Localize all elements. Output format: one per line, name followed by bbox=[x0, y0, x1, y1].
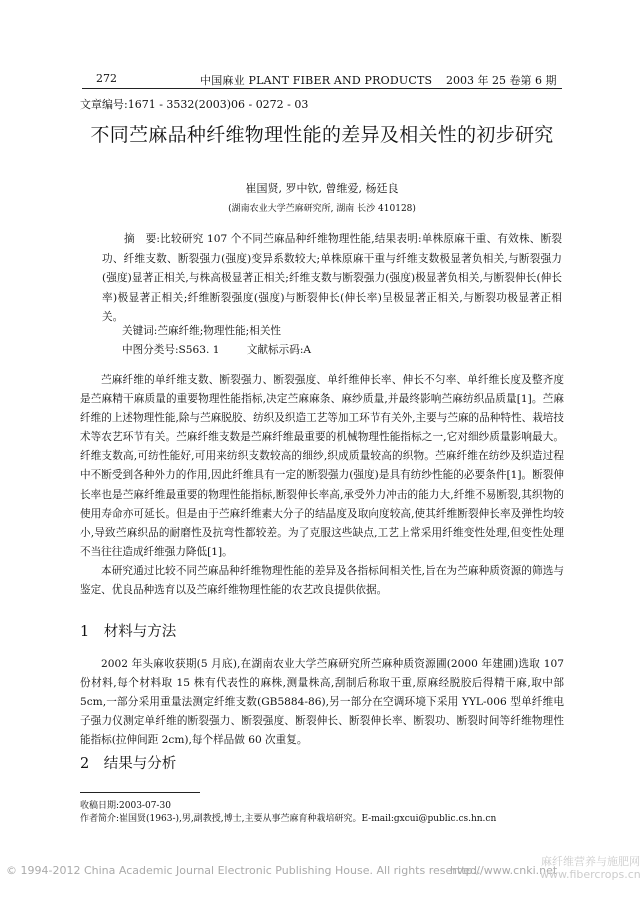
article-number: 文章编号:1671 - 3532(2003)06 - 0272 - 03 bbox=[80, 98, 309, 111]
classification bbox=[122, 342, 311, 357]
page-number: 272 bbox=[96, 72, 117, 85]
received-date: 收稿日期:2003-07-30 bbox=[80, 801, 171, 811]
methods-paragraph: 2002 年头麻收获期(5 月底),在湖南农业大学苎麻研究所苎麻种质资源圃(2000 年建圃)选取 107 份材料,每个材料取 15 株有代表性的麻株,测量株高,刮制后称取干重,原麻经脱胶后得精干麻,取中部 5cm,一部分采用重量法测定纤维支数(GB5884-86),另一部分在空调环境下采用 YYL-006 型单纤维电子强力仪测定单纤维的断裂强力、断裂强度、断裂伸长、断裂伸长率、断裂功、断裂时间等纤维物理性能指标(拉伸间距 2cm),每个样品做 60 次重复。 bbox=[80, 658, 564, 746]
issue-info: 2003 年 25 卷第 6 期 bbox=[446, 74, 557, 87]
running-header bbox=[0, 72, 644, 88]
journal-name: 中国麻业 PLANT FIBER AND PRODUCTS bbox=[200, 74, 433, 87]
intro-paragraph: 本研究通过比较不同苎麻品种纤维物理性能的差异及各指标间相关性,旨在为苎麻种质资源的筛选与鉴定、优良品种选育以及苎麻纤维物理性能的农艺改良提供依据。 bbox=[80, 564, 564, 597]
intro-paragraph: 苎麻纤维的单纤维支数、断裂强力、断裂强度、单纤维伸长率、伸长不匀率、单纤维长度及整齐度是苎麻精干麻质量的重要物理性能指标,决定苎麻麻条、麻纱质量,并最终影响苎麻纺织品质量[1]。苎麻纤维的上述物理性能,除与苎麻脱胶、纺织及织造工艺等加工环节有关外,主要与苎麻的品种特性、栽培技术等农艺环节有关。苎麻纤维支数是苎麻纤维最重要的机械物理性能指标之一,它对细纱质量影响最大。纤维支数高,可纺性能好,可用来纺织支数较高的细纱,织成质量较高的织物。苎麻纤维在纺纱及织造过程中不断受到各种外力的作用,因此纤维具有一定的断裂强力(强度)是具有纺纱性能的必要条件[1]。断裂伸长率也是苎麻纤维最重要的物理性能指标,断裂伸长率高,承受外力冲击的能力大,纤维不易断裂,其织物的使用寿命亦可延长。但是由于苎麻纤维素大分子的结晶度及取向度较高,使其纤维断裂伸长率及弹性均较小,导致苎麻织品的耐磨性及抗弯性都较差。为了克服这些缺点,工艺上常采用纤维变性处理,但变性处理不当往往造成纤维强力降低[1]。 bbox=[80, 374, 564, 558]
section-heading: 2 结果与分析 bbox=[80, 756, 177, 772]
section-heading: 1 材料与方法 bbox=[80, 624, 177, 640]
watermark bbox=[540, 855, 640, 881]
header-rule bbox=[82, 88, 562, 89]
keywords: 关键词:苎麻纤维;物理性能;相关性 bbox=[122, 325, 282, 337]
paper-title: 不同苎麻品种纤维物理性能的差异及相关性的初步研究 bbox=[90, 124, 554, 146]
author-info: 作者简介:崔国贤(1963-),男,副教授,博士,主要从事苎麻育种栽培研究。E-mail:gxcui@public.cs.hn.cn bbox=[80, 814, 497, 824]
clc-number: 中图分类号:S563. 1 bbox=[122, 344, 220, 356]
footnote-rule bbox=[80, 792, 200, 793]
affiliation: (湖南农业大学苎麻研究所, 湖南 长沙 410128) bbox=[228, 204, 416, 214]
abstract bbox=[102, 230, 562, 328]
copyright-notice: © 1994-2012 China Academic Journal Electronic Publishing House. All rights reserved. bbox=[6, 864, 481, 877]
footer-url: http://www.cnki.net bbox=[450, 864, 558, 877]
introduction bbox=[80, 371, 564, 600]
methods-text bbox=[80, 655, 564, 750]
document-code: 文献标示码:A bbox=[246, 344, 312, 356]
watermark-line: www.fibercrops.cn bbox=[540, 868, 641, 881]
abstract-text: 摘 要:比较研究 107 个不同苎麻品种纤维物理性能,结果表明:单株原麻干重、有效株、断裂功、纤维支数、断裂强力(强度)变异系数较大;单株原麻干重与纤维支数极显著负相关,与断裂强力(强度)显著正相关,与株高极显著正相关;纤维支数与断裂强力(强度)极显著负相关,与断裂伸长(伸长率)极显著正相关;纤维断裂强度(强度)与断裂伸长(伸长率)呈极显著正相关,与断裂功极显著正相关。 bbox=[102, 233, 562, 324]
authors: 崔国贤, 罗中钦, 曾维爱, 杨廷良 bbox=[245, 182, 399, 195]
watermark-line: 麻纤维营养与施肥网 bbox=[541, 855, 640, 868]
